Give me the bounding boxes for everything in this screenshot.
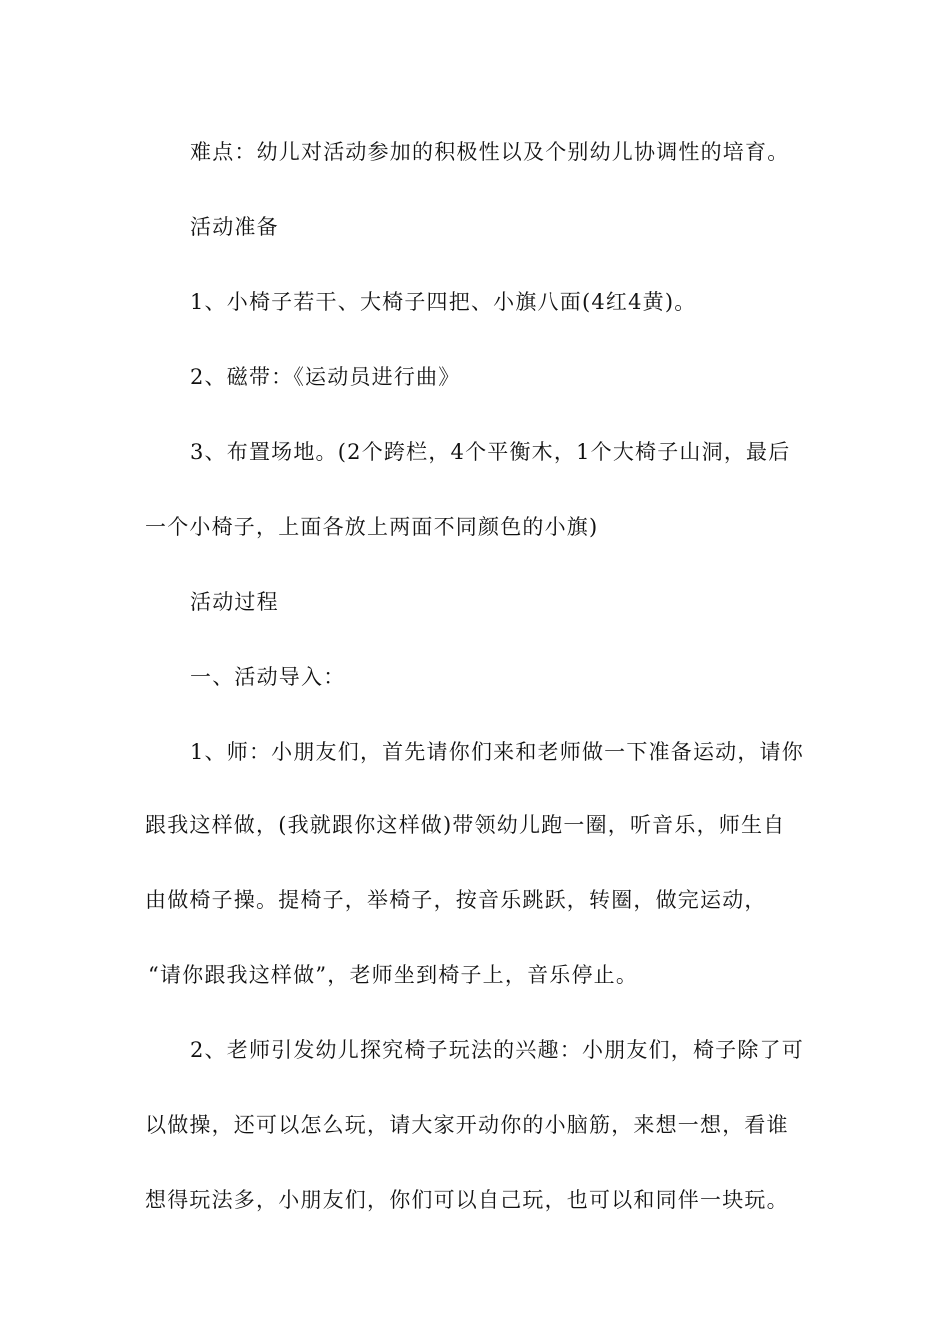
- preparation-item-2: 2、磁带：《运动员进行曲》: [190, 365, 461, 389]
- process-paragraph-1-line-1: 1、师：小朋友们，首先请你们来和老师做一下准备运动，请你: [190, 740, 804, 764]
- section-heading-preparation: 活动准备: [190, 215, 279, 239]
- preparation-item-3-line-2: 一个小椅子，上面各放上两面不同颜色的小旗): [145, 515, 599, 539]
- process-paragraph-1-line-2: 跟我这样做，(我就跟你这样做)带领幼儿跑一圈，听音乐，师生自: [145, 813, 786, 837]
- process-paragraph-1-line-4: “请你跟我这样做”，老师坐到椅子上，音乐停止。: [148, 963, 639, 987]
- process-step-heading: 一、活动导入：: [190, 665, 346, 689]
- process-paragraph-2-line-1: 2、老师引发幼儿探究椅子玩法的兴趣：小朋友们，椅子除了可: [190, 1038, 804, 1062]
- process-paragraph-1-line-3: 由做椅子操。提椅子，举椅子，按音乐跳跃，转圈，做完运动，: [145, 888, 767, 912]
- process-paragraph-2-line-3: 想得玩法多，小朋友们，你们可以自己玩，也可以和同伴一块玩。: [145, 1188, 789, 1212]
- section-heading-process: 活动过程: [190, 590, 279, 614]
- difficulty-paragraph: 难点：幼儿对活动参加的积极性以及个别幼儿协调性的培育。: [190, 140, 790, 164]
- preparation-item-3-line-1: 3、布置场地。(2个跨栏，4个平衡木，1个大椅子山洞，最后: [190, 440, 791, 464]
- preparation-item-1: 1、小椅子若干、大椅子四把、小旗八面(4红4黄)。: [190, 290, 697, 314]
- process-paragraph-2-line-2: 以做操，还可以怎么玩，请大家开动你的小脑筋，来想一想，看谁: [145, 1113, 789, 1137]
